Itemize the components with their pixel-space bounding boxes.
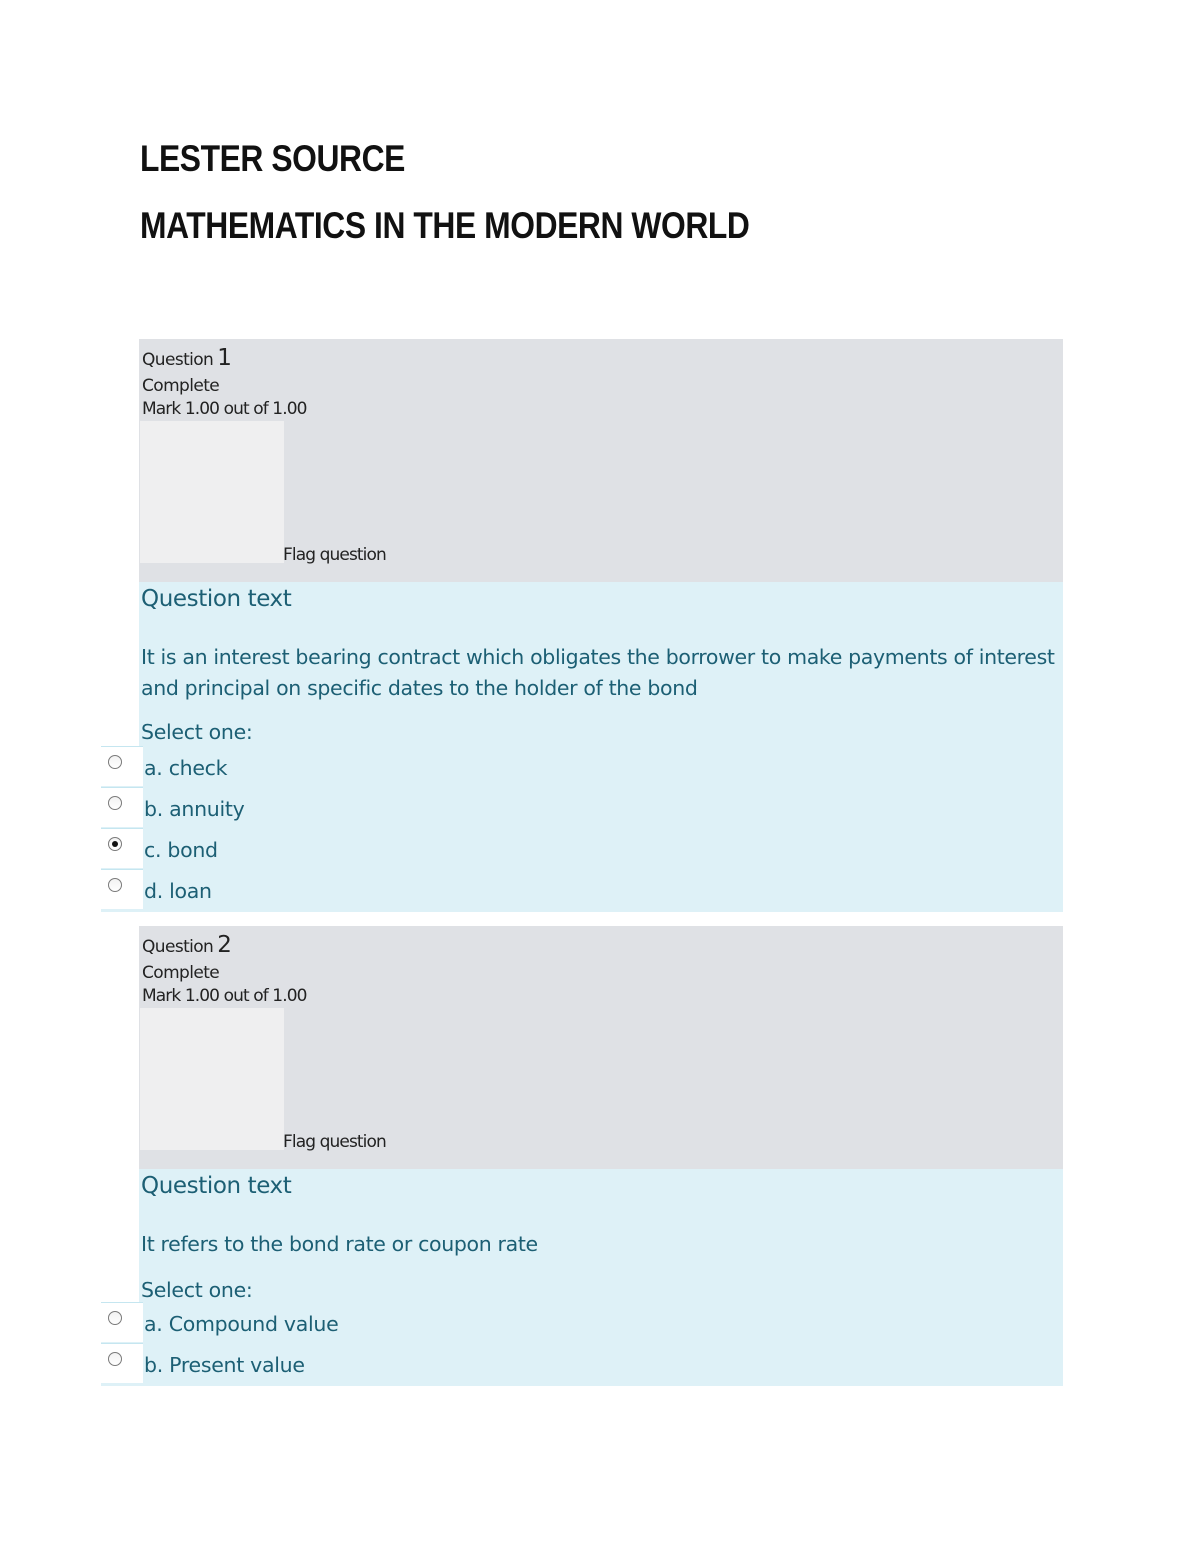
answer-option[interactable]: [101, 869, 1063, 910]
question-state: Complete: [142, 376, 220, 396]
question-number: 1: [217, 345, 232, 371]
radio-button[interactable]: [108, 755, 122, 769]
flag-icon[interactable]: [140, 421, 284, 563]
question-2-info: [139, 926, 1063, 1169]
answer-option[interactable]: [101, 787, 1063, 828]
question-text-heading: Question text: [141, 586, 292, 612]
course-title: MATHEMATICS IN THE MODERN WORLD: [140, 205, 750, 246]
answer-option[interactable]: [101, 746, 1063, 787]
radio-button[interactable]: [108, 1311, 122, 1325]
answer-option-label: d. loan: [144, 879, 212, 903]
radio-button[interactable]: [108, 1352, 122, 1366]
question-text: It refers to the bond rate or coupon rate: [141, 1232, 538, 1256]
question-text-heading: Question text: [141, 1173, 292, 1199]
question-mark: Mark 1.00 out of 1.00: [142, 986, 307, 1006]
answer-option-label: b. annuity: [144, 797, 245, 821]
question-text: It is an interest bearing contract which obligates the borrower to make payments of interest and principal on specific dates to the holder of the bond: [141, 645, 1055, 700]
question-state: Complete: [142, 963, 220, 983]
flag-icon[interactable]: [140, 1008, 284, 1150]
question-mark: Mark 1.00 out of 1.00: [142, 399, 307, 419]
document-title: LESTER SOURCE: [140, 138, 405, 179]
answer-option[interactable]: [101, 1343, 1063, 1384]
question-2-content: [101, 1169, 1063, 1386]
flag-question-link[interactable]: Flag question: [283, 1132, 386, 1152]
radio-button[interactable]: [108, 878, 122, 892]
question-label: Question 2: [142, 932, 232, 958]
question-1-info: [139, 339, 1063, 582]
answer-option-label: c. bond: [144, 838, 218, 862]
question-label: Question 1: [142, 345, 232, 371]
answer-option[interactable]: [101, 828, 1063, 869]
answer-option-label: a. check: [144, 756, 228, 780]
answer-option[interactable]: [101, 1302, 1063, 1343]
select-one-prompt: Select one:: [141, 720, 253, 744]
question-1-content: [101, 582, 1063, 912]
radio-button[interactable]: [108, 796, 122, 810]
radio-button-selected[interactable]: [108, 837, 122, 851]
answer-option-label: b. Present value: [144, 1353, 305, 1377]
answer-option-label: a. Compound value: [144, 1312, 339, 1336]
question-number: 2: [217, 932, 232, 958]
flag-question-link[interactable]: Flag question: [283, 545, 386, 565]
select-one-prompt: Select one:: [141, 1278, 253, 1302]
